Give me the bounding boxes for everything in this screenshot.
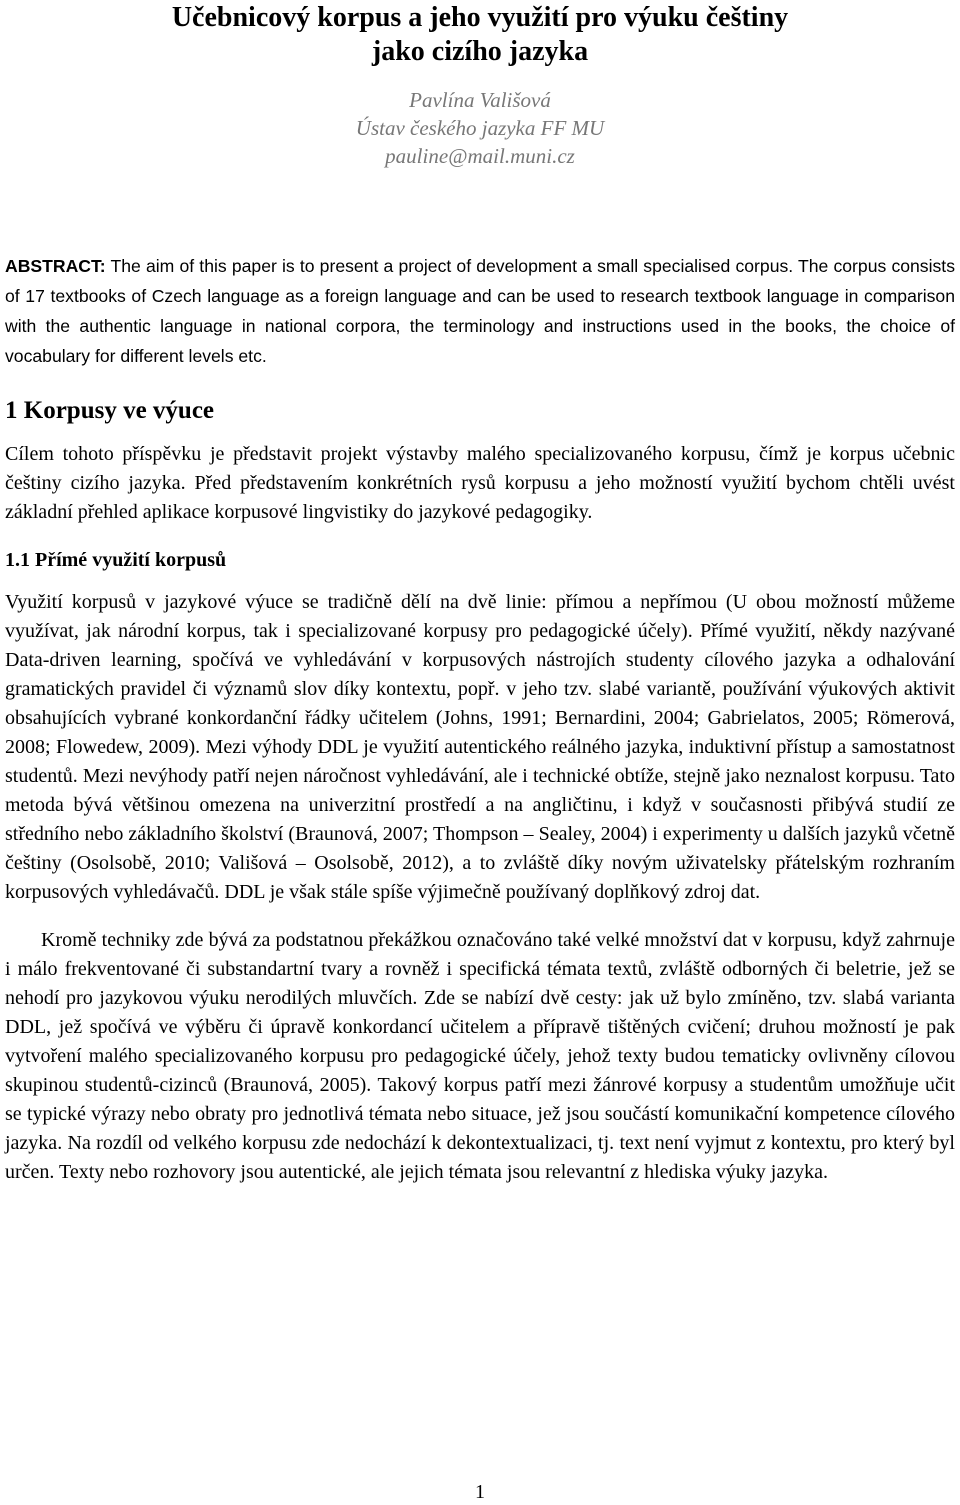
abstract-text: The aim of this paper is to present a project of development a small specialised corpus. The corpus consists of 17 textbooks of Czech language as a foreign language and can be used to research textbook language in comparison with the authentic language in national corpora, the terminology and instructions used in the books, the choice of vocabulary for different levels etc. bbox=[5, 256, 955, 366]
author-email: pauline@mail.muni.cz bbox=[385, 144, 575, 168]
abstract bbox=[5, 251, 955, 371]
paper-title bbox=[5, 0, 955, 69]
title-line-1: Učebnicový korpus a jeho využití pro výuku češtiny bbox=[171, 2, 789, 33]
section-1-1-paragraph-1: Využití korpusů v jazykové výuce se tradičně dělí na dvě linie: přímou a nepřímou (U obou možností můžeme využívat, jak národní korpus, tak i specializované korpusy pro pedagogické účely). Přímé využití, někdy nazývané Data-driven learning, spočívá ve vyhledávání v korpusových nástrojích studenty cílového jazyka a odhalování gramatických pravidel či významů slov díky kontextu, popř. v jeho tzv. slabé variantě, používání výukových aktivit obsahujících vybrané konkordanční řádky učitelem (Johns, 1991; Bernardini, 2004; Gabrielatos, 2005; Römerová, 2008; Flowedew, 2009). Mezi výhody DDL je využití autentického reálného jazyka, induktivní přístup a samostatnost studentů. Mezi nevýhody patří nejen náročnost vyhledávání, ale i technické obtíže, stejně jako neznalost korpusu. Tato metoda bývá většinou omezena na univerzitní prostředí a na angličtinu, i když v současnosti přibývá studií ze středního nebo základního školství (Braunová, 2007; Thompson – Sealey, 2004) i experimenty u dalších jazyků včetně češtiny (Osolsobě, 2010; Vališová – Osolsobě, 2012), a to zvláště díky novým uživatelsky přátelským rozhraním korpusových vyhledávačů. DDL je však stále spíše výjimečně používaný doplňkový zdroj dat. bbox=[5, 591, 955, 903]
section-1-1-heading: 1.1 Přímé využití korpusů bbox=[5, 549, 227, 571]
section-1-1-paragraph-2: Kromě techniky zde bývá za podstatnou překážkou označováno také velké množství dat v korpusu, když zahrnuje i málo frekventované či substandartní tvary a rovněž i specifická témata textů, zvláště odborných či beletrie, jež se nehodí pro jazykovou výuku nerodilých mluvčích. Zde se nabízí dvě cesty: jak už bylo zmíněno, tzv. slabá varianta DDL, jež spočívá ve výběru či úpravě konkordancí učitelem a přípravě tištěných cvičení; druhou možností je pak vytvoření malého specializovaného korpusu pro pedagogické účely, jehož texty budou tematicky ovlivněny cílovou skupinou studentů-cizinců (Braunová, 2005). Takový korpus patří mezi žánrové korpusy a studentům umožňuje učit se typické výrazy nebo obraty pro jednotlivá témata nebo situace, jež jsou součástí komunikační kompetence cílového jazyka. Na rozdíl od velkého korpusu zde nedochází k dekontextualizaci, tj. text není vyjmut z kontextu, pro který byl určen. Texty nebo rozhovory jsou autentické, ale jejich témata jsou relevantní z hlediska výuky jazyka. bbox=[5, 929, 955, 1183]
title-line-2: jako cizího jazyka bbox=[371, 36, 589, 67]
page-number: 1 bbox=[475, 1481, 485, 1503]
author-affiliation: Ústav českého jazyka FF MU bbox=[355, 116, 605, 140]
abstract-label: ABSTRACT: bbox=[5, 256, 106, 276]
author-block bbox=[5, 86, 955, 170]
section-1-paragraph: Cílem tohoto příspěvku je představit projekt výstavby malého specializovaného korpusu, čímž je korpus učebnic češtiny cizího jazyka. Před představením konkrétních rysů korpusu a jeho možností využití bychom chtěli uvést základní přehled aplikace korpusové lingvistiky do jazykové pedagogiky. bbox=[5, 443, 955, 523]
document-page bbox=[5, 0, 955, 1505]
section-1-heading: 1 Korpusy ve výuce bbox=[5, 397, 215, 424]
author-name: Pavlína Vališová bbox=[409, 88, 551, 112]
